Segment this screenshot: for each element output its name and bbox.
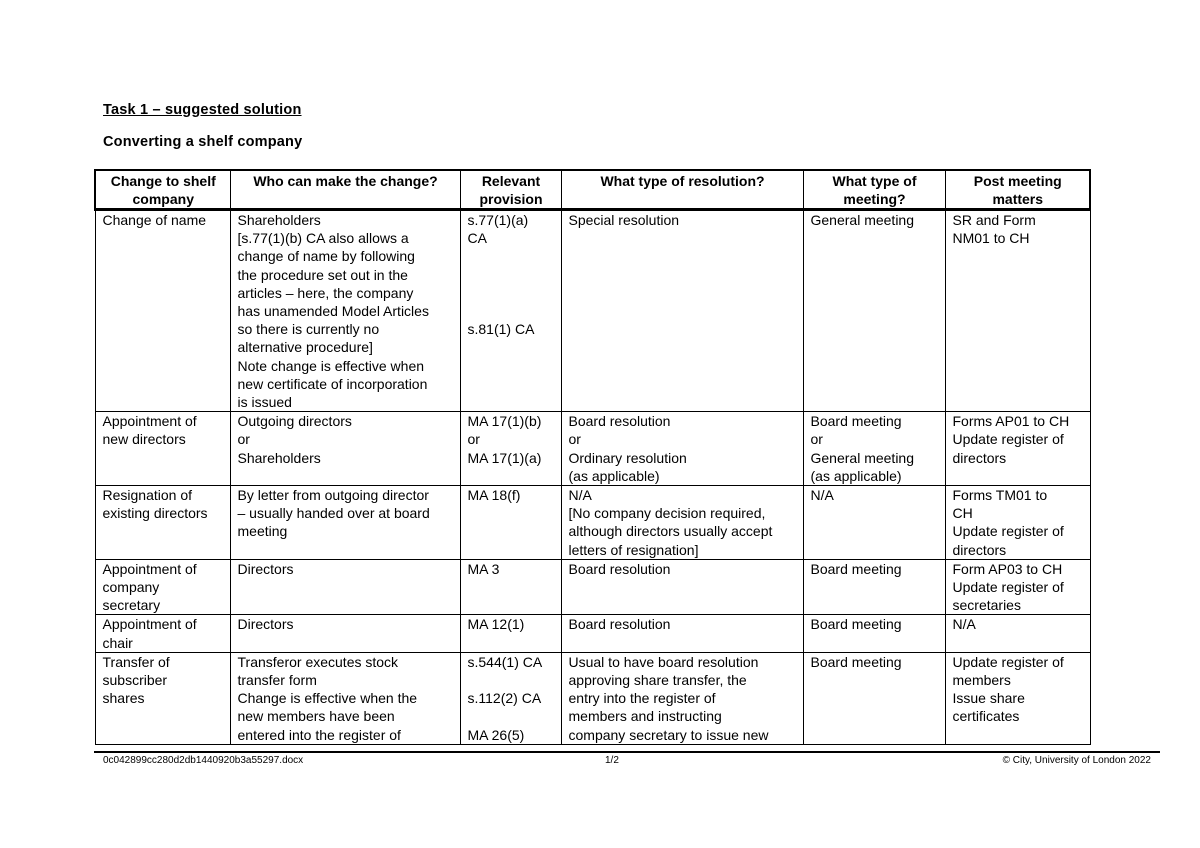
cell-text-line: [No company decision required,	[568, 505, 766, 522]
cell-text-line: Directors	[237, 560, 294, 577]
cell-text-line: Board resolution	[568, 560, 671, 577]
cell-provision	[460, 615, 561, 652]
cell-text-line: Forms AP01 to CH	[952, 413, 1070, 430]
cell-who	[230, 210, 460, 412]
cell-text-line: provision	[479, 191, 543, 207]
cell-text-line: Note change is effective when	[237, 357, 425, 374]
cell-text-line: N/A	[810, 487, 834, 504]
cell-meeting	[803, 486, 945, 560]
table-header-row	[95, 170, 1090, 210]
cell-text-line: the procedure set out in the	[237, 266, 408, 283]
footer-filename: 0c042899cc280d2db1440920b3a55297.docx	[103, 755, 304, 766]
conversion-table	[94, 169, 1091, 745]
header-provision	[460, 170, 561, 210]
cell-text-line: secretaries	[952, 597, 1021, 614]
cell-provision	[460, 559, 561, 615]
footer-divider	[94, 751, 1160, 753]
cell-text-line: transfer form	[237, 672, 317, 689]
cell-text-line: Board meeting	[810, 616, 902, 633]
cell-text-line: Board resolution	[568, 413, 671, 430]
cell-text-line: MA 18(f)	[467, 487, 521, 504]
footer-page-number: 1/2	[605, 755, 619, 766]
header-who	[230, 170, 460, 210]
cell-provision	[460, 412, 561, 486]
cell-blank-line	[468, 671, 555, 689]
cell-text-line: s.112(2) CA	[467, 690, 542, 707]
cell-post	[945, 210, 1090, 412]
table-row	[95, 412, 1090, 486]
cell-text-line: chair	[102, 634, 133, 651]
header-change	[95, 170, 230, 210]
cell-resolution	[561, 652, 803, 744]
cell-text-line: What type of resolution?	[600, 173, 765, 189]
cell-text-line: CH	[952, 505, 973, 522]
cell-text-line: Transfer of	[102, 653, 170, 670]
cell-text-line: General meeting	[810, 212, 915, 228]
cell-text-line: Board meeting	[810, 653, 902, 670]
cell-text-line: Update register of	[952, 579, 1064, 596]
cell-text-line: SR and Form	[952, 212, 1036, 228]
cell-text-line: Board resolution	[568, 616, 671, 633]
cell-text-line: Form AP03 to CH	[952, 560, 1063, 577]
cell-text-line: company secretary to issue new	[568, 726, 769, 743]
cell-text-line: Who can make the change?	[253, 173, 438, 189]
cell-text-line: MA 26(5)	[467, 726, 525, 743]
cell-text-line: Forms TM01 to	[952, 487, 1048, 504]
cell-text-line: certificates	[952, 708, 1020, 725]
document-title: Task 1 – suggested solution	[103, 102, 302, 118]
cell-text-line: Outgoing directors	[237, 413, 352, 430]
cell-text-line: By letter from outgoing director	[237, 487, 429, 504]
table-row	[95, 486, 1090, 560]
cell-text-line: Update register of	[952, 523, 1064, 540]
cell-text-line: approving share transfer, the	[568, 672, 747, 689]
cell-post	[945, 615, 1090, 652]
cell-who	[230, 615, 460, 652]
table-row	[95, 652, 1090, 744]
cell-text-line: or	[237, 431, 250, 448]
cell-text-line: change of name by following	[237, 248, 415, 265]
cell-resolution	[561, 559, 803, 615]
cell-post	[945, 486, 1090, 560]
cell-text-line: Change to shelf	[110, 173, 216, 189]
cell-text-line: Shareholders	[237, 449, 321, 466]
document-subtitle: Converting a shelf company	[103, 134, 303, 150]
cell-text-line: meeting?	[843, 191, 906, 207]
cell-blank-line	[468, 266, 555, 284]
cell-text-line: N/A	[952, 616, 976, 633]
cell-text-line: directors	[952, 449, 1007, 466]
cell-text-line: – usually handed over at board	[237, 505, 430, 522]
cell-text-line: members and instructing	[568, 708, 722, 725]
cell-text-line: Shareholders	[237, 212, 321, 228]
cell-who	[230, 559, 460, 615]
cell-text-line: Board meeting	[810, 560, 902, 577]
table-row	[95, 615, 1090, 652]
cell-text-line: matters	[992, 191, 1044, 207]
cell-provision	[460, 210, 561, 412]
cell-text-line: entered into the register of	[237, 726, 401, 743]
cell-text-line: Appointment of	[102, 560, 197, 577]
cell-change	[95, 559, 230, 615]
cell-text-line: alternative procedure]	[237, 339, 373, 356]
cell-change	[95, 652, 230, 744]
cell-text-line: MA 12(1)	[467, 616, 525, 633]
cell-blank-line	[468, 707, 555, 725]
cell-text-line: although directors usually accept	[568, 523, 773, 540]
cell-blank-line	[468, 302, 555, 320]
cell-text-line: Appointment of	[102, 616, 197, 633]
cell-text-line: has unamended Model Articles	[237, 303, 429, 320]
cell-text-line: Update register of	[952, 431, 1064, 448]
cell-text-line: is issued	[237, 394, 292, 411]
cell-post	[945, 412, 1090, 486]
cell-blank-line	[468, 247, 555, 265]
cell-post	[945, 652, 1090, 744]
cell-text-line: What type of	[832, 173, 917, 189]
cell-text-line: Issue share	[952, 690, 1025, 707]
cell-text-line: or	[467, 431, 480, 448]
cell-text-line: company	[132, 191, 194, 207]
cell-text-line: Appointment of	[102, 413, 197, 430]
cell-text-line: MA 17(1)(a)	[467, 449, 542, 466]
cell-text-line: Board meeting	[810, 413, 902, 430]
cell-text-line: Update register of	[952, 653, 1064, 670]
cell-change	[95, 210, 230, 412]
cell-text-line: letters of resignation]	[568, 541, 699, 558]
cell-text-line: (as applicable)	[568, 467, 660, 484]
cell-text-line: secretary	[102, 597, 161, 614]
cell-meeting	[803, 210, 945, 412]
cell-text-line: or	[810, 431, 823, 448]
cell-meeting	[803, 412, 945, 486]
cell-text-line: NM01 to CH	[952, 230, 1030, 247]
cell-post	[945, 559, 1090, 615]
footer-copyright: © City, University of London 2022	[1002, 755, 1151, 766]
cell-resolution	[561, 486, 803, 560]
cell-meeting	[803, 615, 945, 652]
header-post	[945, 170, 1090, 210]
table-row	[95, 559, 1090, 615]
cell-text-line: or	[568, 431, 581, 448]
cell-text-line: articles – here, the company	[237, 284, 414, 301]
cell-text-line: Special resolution	[568, 212, 680, 228]
cell-resolution	[561, 412, 803, 486]
cell-text-line: subscriber	[102, 672, 168, 689]
cell-text-line: (as applicable)	[810, 467, 902, 484]
cell-text-line: existing directors	[102, 505, 208, 522]
cell-who	[230, 412, 460, 486]
cell-change	[95, 615, 230, 652]
cell-who	[230, 486, 460, 560]
cell-text-line: so there is currently no	[237, 321, 380, 338]
cell-text-line: entry into the register of	[568, 690, 716, 707]
header-resolution	[561, 170, 803, 210]
cell-text-line: CA	[467, 230, 487, 247]
cell-meeting	[803, 559, 945, 615]
cell-text-line: Resignation of	[102, 487, 193, 504]
cell-text-line: new directors	[102, 431, 186, 448]
cell-who	[230, 652, 460, 744]
cell-text-line: Transferor executes stock	[237, 653, 399, 670]
cell-text-line: Post meeting	[973, 173, 1062, 189]
cell-blank-line	[468, 284, 555, 302]
cell-text-line: MA 3	[467, 560, 500, 577]
table-row	[95, 210, 1090, 412]
cell-text-line: new certificate of incorporation	[237, 375, 428, 392]
cell-text-line: Relevant	[481, 173, 541, 189]
cell-text-line: Ordinary resolution	[568, 449, 687, 466]
cell-provision	[460, 486, 561, 560]
cell-text-line: shares	[102, 690, 145, 707]
cell-text-line: General meeting	[810, 449, 915, 466]
cell-text-line: Change of name	[102, 212, 207, 228]
cell-text-line: N/A	[568, 487, 592, 504]
cell-provision	[460, 652, 561, 744]
cell-change	[95, 412, 230, 486]
cell-text-line: new members have been	[237, 708, 395, 725]
cell-text-line: MA 17(1)(b)	[467, 413, 542, 430]
cell-text-line: Usual to have board resolution	[568, 653, 759, 670]
cell-text-line: s.81(1) CA	[467, 321, 535, 338]
cell-text-line: members	[952, 672, 1011, 689]
cell-resolution	[561, 615, 803, 652]
cell-resolution	[561, 210, 803, 412]
cell-text-line: meeting	[237, 523, 288, 540]
cell-text-line: Change is effective when the	[237, 690, 418, 707]
cell-change	[95, 486, 230, 560]
cell-meeting	[803, 652, 945, 744]
header-meeting	[803, 170, 945, 210]
cell-text-line: company	[102, 579, 160, 596]
cell-text-line: s.77(1)(a)	[467, 212, 529, 228]
cell-text-line: s.544(1) CA	[467, 653, 543, 670]
cell-text-line: [s.77(1)(b) CA also allows a	[237, 230, 409, 247]
cell-text-line: directors	[952, 541, 1007, 558]
cell-text-line: Directors	[237, 616, 294, 633]
